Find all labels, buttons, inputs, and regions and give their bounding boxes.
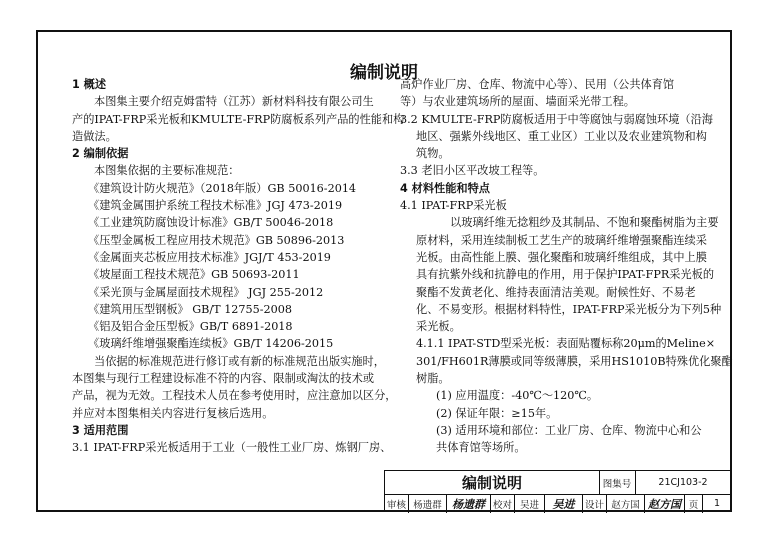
text-line: 化、不易变形。根据材料特性，IPAT-FRP采光板分为下列5种 <box>416 302 722 316</box>
atlas-number-label: 图集号 <box>599 471 636 494</box>
reviewer-signature: 杨遗群 <box>447 494 491 513</box>
text-line: 共体育馆等场所。 <box>436 441 526 455</box>
review-label: 审核 <box>385 494 409 513</box>
text-line: 《建筑金属围护系统工程技术标准》JGJ 473-2019 <box>88 199 343 213</box>
text-line: (1) 应用温度：-40℃～120℃。 <box>436 389 599 403</box>
text-line: 《铝及铝合金压型板》GB/T 6891-2018 <box>88 320 293 334</box>
text-line: 3.3 老旧小区平改坡工程等。 <box>400 164 545 178</box>
atlas-number: 21CJ103-2 <box>658 477 708 488</box>
checker-signature: 吴进 <box>545 494 583 513</box>
text-line: 光板。由高性能上膜、强化聚酯和玻璃纤维组成，其中上膜 <box>416 250 707 264</box>
text-line: 产的IPAT-FRP采光板和KMULTE-FRP防腐板系列产品的性能和构 <box>72 112 405 126</box>
text-line: (3) 适用环境和部位：工业厂房、仓库、物流中心和公 <box>436 423 702 437</box>
text-line: 筑物。 <box>416 147 450 161</box>
text-line: 并应对本图集相关内容进行复核后选用。 <box>72 406 274 420</box>
title-block <box>384 470 732 512</box>
text-line: 《压型金属板工程应用技术规范》GB 50896-2013 <box>88 233 345 247</box>
text-line: 高炉作业厂房、仓库、物流中心等）、民用（公共体育馆 <box>400 78 675 91</box>
reviewer-name: 杨遗群 <box>409 494 447 513</box>
text-line: 《玻璃纤维增强聚酯连续板》GB/T 14206-2015 <box>88 337 334 351</box>
text-line: 本图集依据的主要标准规范： <box>94 164 240 178</box>
text-line: 造做法。 <box>72 129 117 143</box>
section-heading: 1 概述 <box>72 78 107 91</box>
text-line: 树脂。 <box>416 372 450 386</box>
text-line: 等）与农业建筑场所的屋面、墙面采光带工程。 <box>400 95 635 109</box>
page-number: 1 <box>713 498 721 509</box>
text-line: 聚酯不发黄老化、维持表面清洁美观。耐候性好、不易老 <box>416 285 696 299</box>
text-line: 采光板。 <box>416 320 461 334</box>
text-line: 原材料，采用连续制板工艺生产的玻璃纤维增强聚酯连续采 <box>416 233 707 247</box>
text-line: (2) 保证年限：≥15年。 <box>436 406 558 420</box>
text-line: 3.2 KMULTE-FRP防腐板适用于中等腐蚀与弱腐蚀环境（沿海 <box>400 112 713 126</box>
right-column <box>400 76 733 457</box>
text-line: 《建筑用压型钢板》 GB/T 12755-2008 <box>88 302 293 316</box>
text-line: 4.1 IPAT-FRP采光板 <box>400 199 507 213</box>
text-line: 当依据的标准规范进行修订或有新的标准规范出版实施时， <box>94 354 385 368</box>
section-heading: 4 材料性能和特点 <box>400 181 490 195</box>
title-block-title: 编制说明 <box>385 471 600 494</box>
text-line: 《金属面夹芯板应用技术标准》JGJ/T 453-2019 <box>88 250 331 264</box>
text-line: 产品，视为无效。工程技术人员在参考使用时，应注意加以区分， <box>72 389 397 403</box>
text-line: 《采光顶与金属屋面技术规程》 JGJ 255-2012 <box>88 285 324 299</box>
checker-name: 吴进 <box>515 494 545 513</box>
text-line: 4.1.1 IPAT-STD型采光板：表面贴覆标称20μm的Meline× <box>416 337 716 351</box>
check-label: 校对 <box>491 494 515 513</box>
designer-signature: 赵方国 <box>645 494 685 513</box>
text-line: 《坡屋面工程技术规范》GB 50693-2011 <box>88 268 300 282</box>
text-line: 本图集与现行工程建设标准不符的内容、限制或淘汰的技术或 <box>72 372 375 386</box>
text-line: 本图集主要介绍克姆雷特（江苏）新材料科技有限公司生 <box>94 95 374 109</box>
section-heading: 3 适用范围 <box>72 423 129 437</box>
title-block-bottom-row <box>385 494 732 513</box>
page-label: 页 <box>685 494 703 513</box>
title-block-top-row <box>385 471 732 495</box>
designer-name: 赵方国 <box>607 494 645 513</box>
text-line: 以玻璃纤维无捻粗纱及其制品、不饱和聚酯树脂为主要 <box>450 216 719 230</box>
text-line: 301/FH601R薄膜或同等级薄膜，采用HS1010B特殊优化聚酯 <box>416 354 733 368</box>
page-title: 编制说明 <box>350 63 418 83</box>
left-column <box>72 76 405 457</box>
design-label: 设计 <box>583 494 607 513</box>
text-line: 《工业建筑防腐蚀设计标准》GB/T 50046-2018 <box>88 216 334 230</box>
text-line: 3.1 IPAT-FRP采光板适用于工业（一般性工业厂房、炼钢厂房、 <box>72 441 392 455</box>
text-line: 地区、强紫外线地区、重工业区）工业以及农业建筑物和构 <box>416 129 707 143</box>
section-heading: 2 编制依据 <box>72 147 129 161</box>
text-line: 《建筑设计防火规范》（2018年版）GB 50016-2014 <box>88 181 357 195</box>
text-line: 具有抗紫外线和抗静电的作用，用于保护IPAT-FPR采光板的 <box>416 268 715 282</box>
